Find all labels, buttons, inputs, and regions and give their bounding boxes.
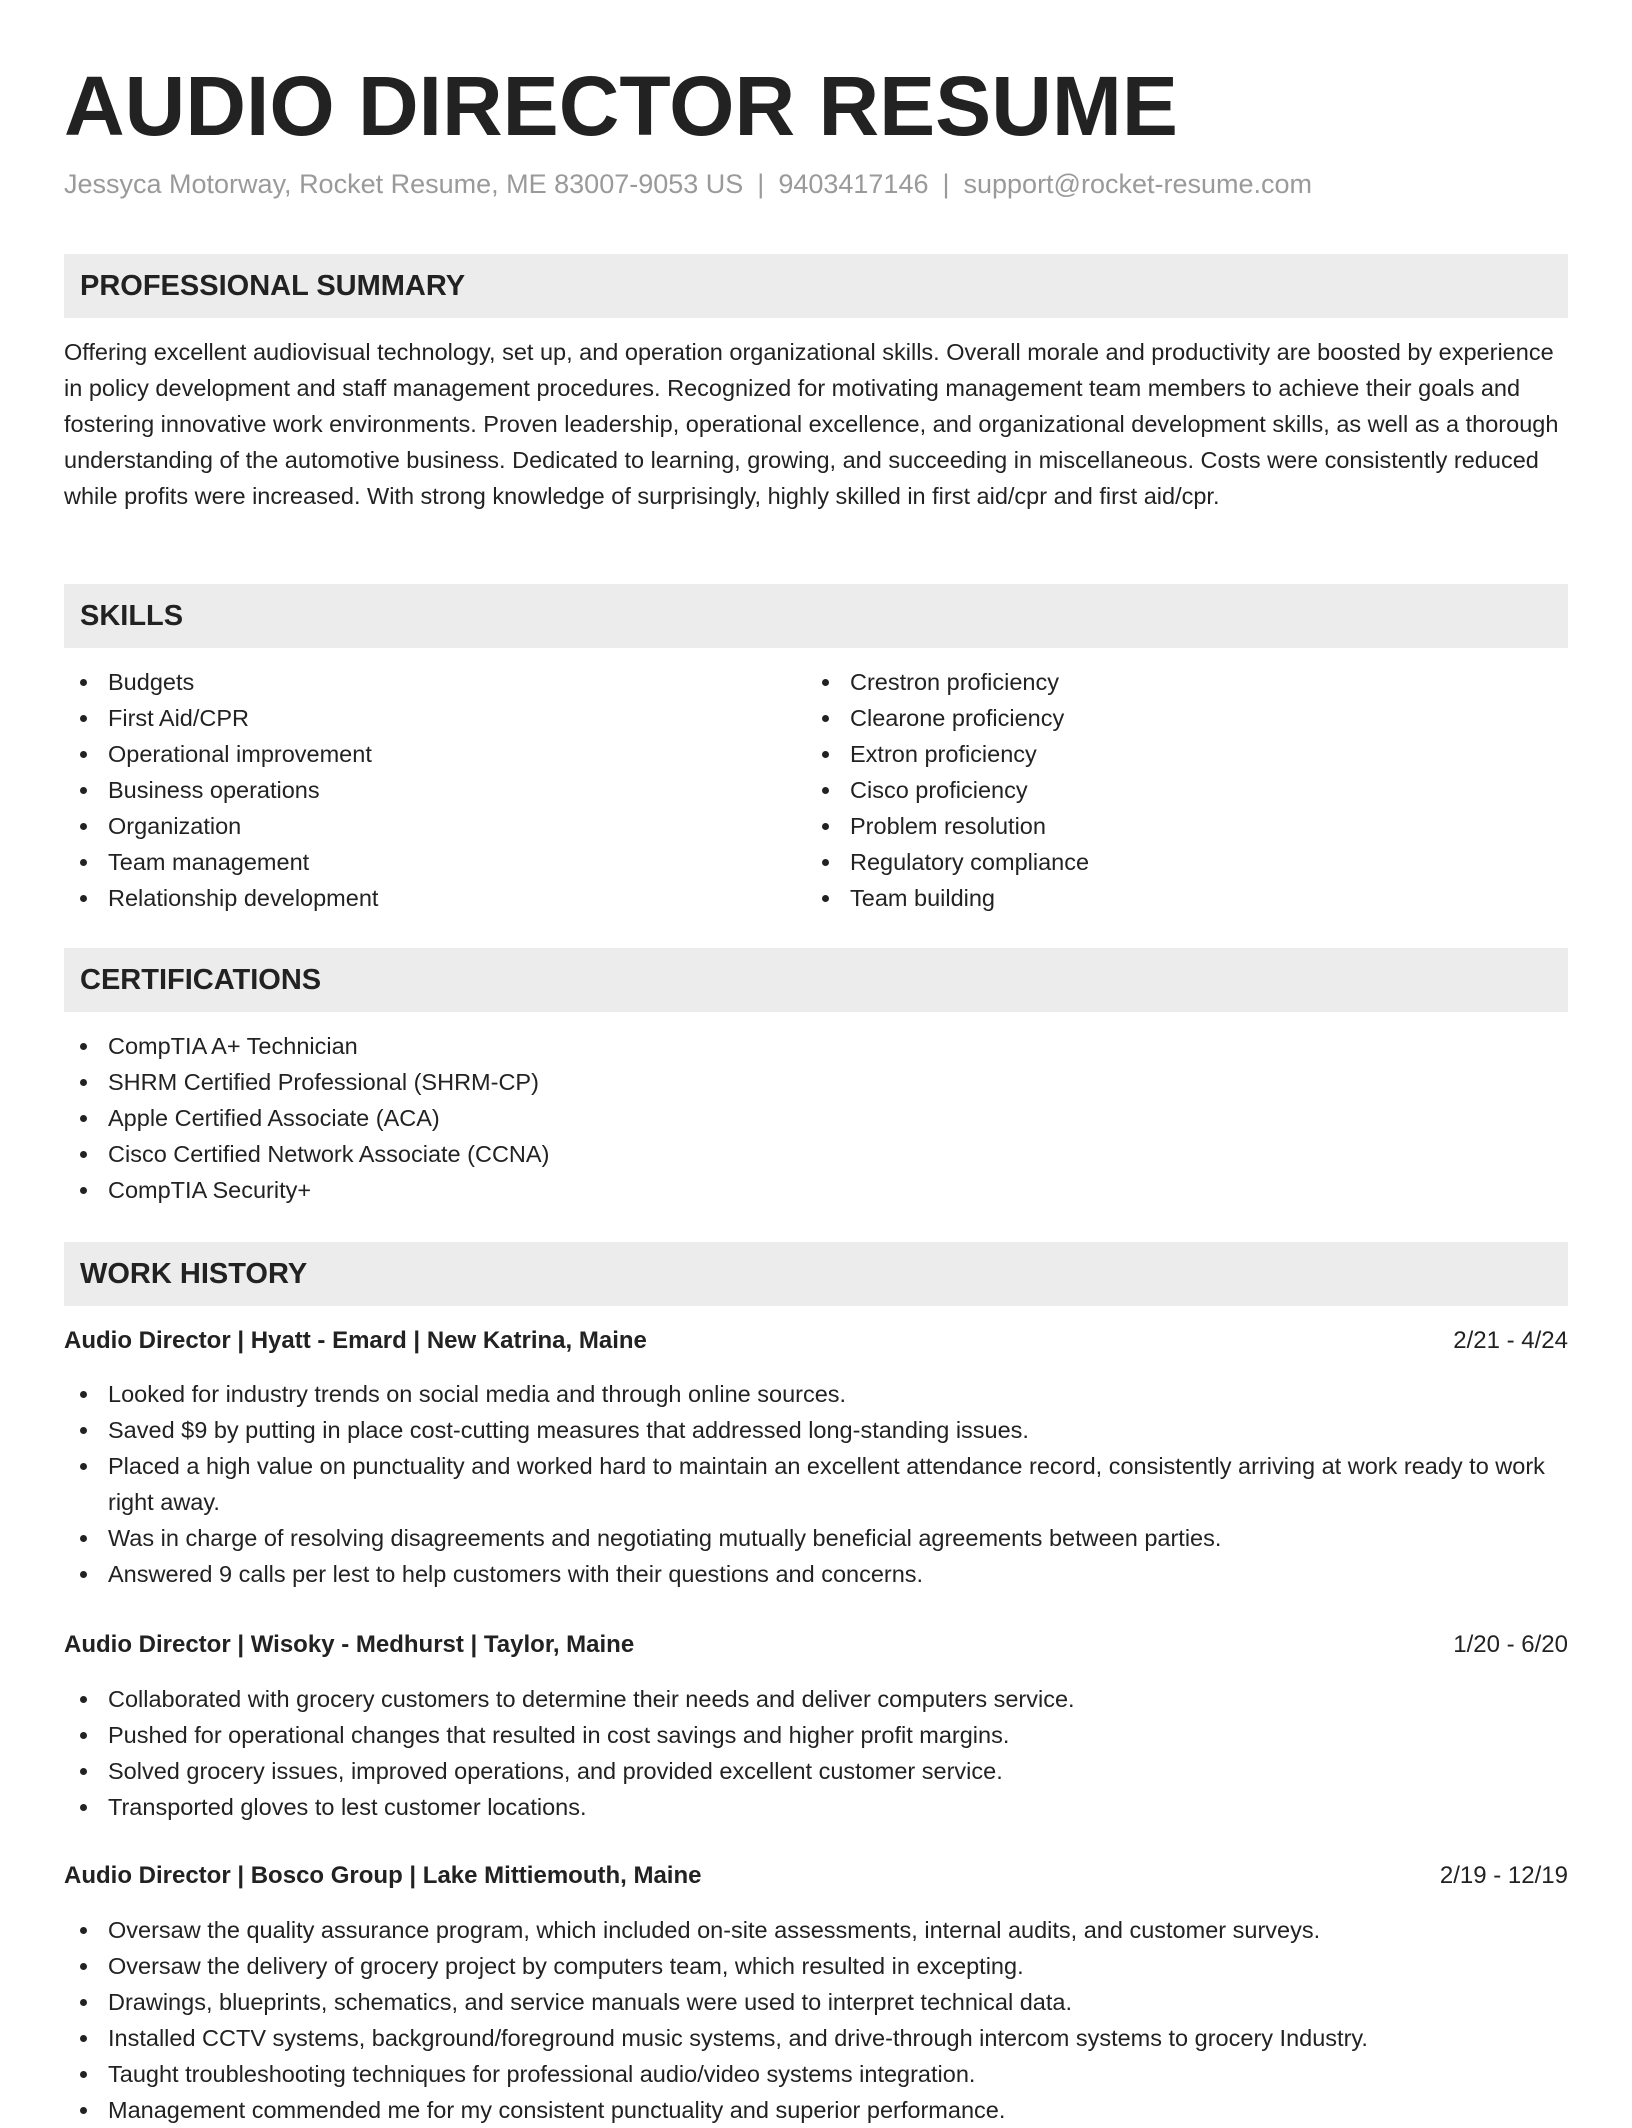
job-bullet: Taught troubleshooting techniques for professional audio/video systems integration. (64, 2056, 1568, 2092)
job-dates: 2/19 - 12/19 (1439, 1862, 1568, 1889)
contact-separator: | (942, 169, 950, 199)
job-header (64, 1858, 1568, 1894)
summary-text: Offering excellent audiovisual technology, set up, and operation organizational skills. Overall morale and productivity are boosted by experience in policy development and staff management procedures. Recognized for motivating management team members to achieve their goals and fostering innovative work environments. Proven leadership, operational excellence, and organizational development skills, as well as a thorough understanding of the automotive business. Dedicated to learning, growing, and succeeding in miscellaneous. Costs were consistently reduced while profits were increased. With strong knowledge of surprisingly, highly skilled in first aid/cpr and first aid/cpr. (64, 339, 1559, 509)
job-bullet: Was in charge of resolving disagreements and negotiating mutually beneficial agreements between parties. (64, 1520, 1568, 1556)
job-bullet: Answered 9 calls per lest to help customers with their questions and concerns. (64, 1556, 1568, 1592)
section-header-work-history: WORK HISTORY (64, 1242, 1568, 1306)
skill-item: Cisco proficiency (806, 772, 1546, 808)
skill-item: First Aid/CPR (64, 700, 804, 736)
section-header-skills: SKILLS (64, 584, 1568, 648)
job-bullet: Management commended me for my consistent punctuality and superior performance. (64, 2092, 1568, 2128)
certification-item: Apple Certified Associate (ACA) (64, 1100, 1568, 1136)
job-bullet: Solved grocery issues, improved operations, and provided excellent customer service. (64, 1753, 1568, 1789)
section-header-summary: PROFESSIONAL SUMMARY (64, 254, 1568, 318)
contact-phone: 9403417146 (778, 169, 929, 199)
job-title: Audio Director | Bosco Group | Lake Mittiemouth, Maine (64, 1862, 702, 1889)
job-bullet: Saved $9 by putting in place cost-cutting measures that addressed long-standing issues. (64, 1412, 1568, 1448)
skill-item: Relationship development (64, 880, 804, 916)
job-dates: 1/20 - 6/20 (1453, 1631, 1568, 1658)
section-header-certifications: CERTIFICATIONS (64, 948, 1568, 1012)
skills-column-right (806, 664, 1546, 916)
certifications-list (64, 1028, 1568, 1208)
skills-column-left (64, 664, 804, 916)
job-title: Audio Director | Wisoky - Medhurst | Taylor, Maine (64, 1631, 635, 1658)
certification-item: CompTIA Security+ (64, 1172, 1568, 1208)
certification-item: SHRM Certified Professional (SHRM-CP) (64, 1064, 1568, 1100)
job-bullet: Oversaw the quality assurance program, which included on-site assessments, internal audits, and customer surveys. (64, 1912, 1568, 1948)
skill-item: Budgets (64, 664, 804, 700)
contact-email: support@rocket-resume.com (963, 169, 1313, 199)
job-bullet: Looked for industry trends on social media and through online sources. (64, 1376, 1568, 1412)
skill-item: Clearone proficiency (806, 700, 1546, 736)
skill-item: Extron proficiency (806, 736, 1546, 772)
certification-item: Cisco Certified Network Associate (CCNA) (64, 1136, 1568, 1172)
job-header (64, 1627, 1568, 1663)
contact-address: Jessyca Motorway, Rocket Resume, ME 83007-9053 US (64, 169, 744, 199)
job-bullet: Placed a high value on punctuality and worked hard to maintain an excellent attendance record, consistently arriving at work ready to work right away. (64, 1448, 1568, 1520)
job-bullet: Installed CCTV systems, background/foreground music systems, and drive-through intercom systems to grocery Industry. (64, 2020, 1568, 2056)
skill-item: Crestron proficiency (806, 664, 1546, 700)
skill-item: Problem resolution (806, 808, 1546, 844)
skill-item: Operational improvement (64, 736, 804, 772)
skill-item: Business operations (64, 772, 804, 808)
job-bullet: Transported gloves to lest customer locations. (64, 1789, 1568, 1825)
job-bullet: Drawings, blueprints, schematics, and service manuals were used to interpret technical data. (64, 1984, 1568, 2020)
job-bullet: Collaborated with grocery customers to determine their needs and deliver computers service. (64, 1681, 1568, 1717)
job-dates: 2/21 - 4/24 (1453, 1327, 1568, 1354)
job-bullet: Oversaw the delivery of grocery project by computers team, which resulted in excepting. (64, 1948, 1568, 1984)
job-header (64, 1323, 1568, 1359)
skill-item: Organization (64, 808, 804, 844)
skill-item: Team management (64, 844, 804, 880)
contact-line (64, 166, 1312, 202)
skill-item: Regulatory compliance (806, 844, 1546, 880)
resume-title: AUDIO DIRECTOR RESUME (64, 59, 1178, 153)
job-bullets (64, 1376, 1568, 1592)
job-bullet: Pushed for operational changes that resulted in cost savings and higher profit margins. (64, 1717, 1568, 1753)
certification-item: CompTIA A+ Technician (64, 1028, 1568, 1064)
job-title: Audio Director | Hyatt - Emard | New Katrina, Maine (64, 1327, 647, 1354)
job-bullets (64, 1912, 1568, 2128)
skill-item: Team building (806, 880, 1546, 916)
contact-separator: | (757, 169, 765, 199)
job-bullets (64, 1681, 1568, 1825)
